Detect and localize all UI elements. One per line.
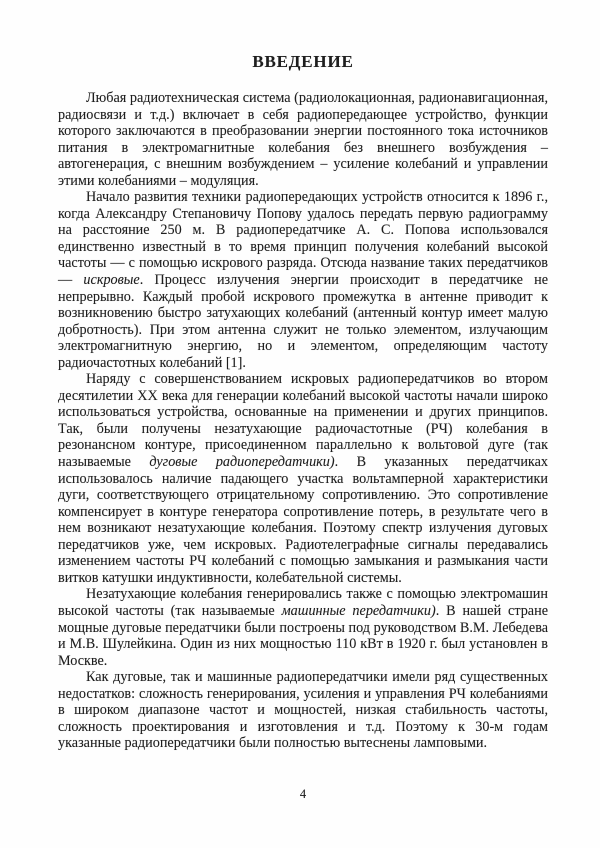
body-text bbox=[58, 90, 548, 752]
italic-term: искровые bbox=[83, 272, 140, 289]
page-title: ВВЕДЕНИЕ bbox=[252, 52, 354, 71]
text-segment: Незатухающие колебания генерировались также с помощью электромашин высокой частоты (так называемые bbox=[58, 586, 548, 619]
text-segment: . В нашей стране мощные дуговые передатчики были построены под руководством В.М. Лебедева и М.В. Шулейкина. Один из них мощностью 110 кВт в 1920 г. был установлен в Москве. bbox=[58, 602, 548, 669]
text-segment: Любая радиотехническая система (радиолокационная, радионавигационная, радиосвязи и т.д.) включает в себя радиопередающее устройство, функции которого заключаются в преобразовании энергии постоянного тока источников питания в электромагнитные колебания без внешнего возбуждения – автогенерация, с внешним возбуждением – усиление колебаний и управлении этими колебаниями – модуляция. bbox=[58, 90, 548, 189]
text-segment: Наряду с совершенствованием искровых радиопередатчиков во втором десятилетии XX века для генерации колебаний высокой частоты начали широко использоваться устройства, основанные на применении и других принципов. Так, были получены незатухающие радиочастотные (РЧ) колебания в резонансном контуре, присоединенном параллельно к вольтовой дуге (так называемые bbox=[58, 371, 548, 471]
paragraph bbox=[58, 189, 548, 371]
italic-term: дуговые радиопередатчики) bbox=[149, 454, 335, 471]
paragraph bbox=[58, 371, 548, 586]
italic-term: машинные передатчики) bbox=[281, 602, 436, 619]
text-segment: Как дуговые, так и машинные радиопередатчики имели ряд существенных недостатков: сложность генерирования, усиления и управления РЧ колебаниями в широком диапазоне частот и мощностей, низкая стабильность частоты, сложность проектирования и изготовления и т.д. Поэтому к 30-м годам указанные радиопередатчики были полностью вытеснены ламповыми. bbox=[58, 669, 548, 752]
paragraph bbox=[58, 586, 548, 669]
paragraph bbox=[58, 669, 548, 752]
text-segment: Начало развития техники радиопередающих устройств относится к 1896 г., когда Александру Степановичу Попову удалось передать первую радиограмму на расстояние 250 м. В радиопередатчике А. С. Попова использовался единственно известный в то время принцип получения колебаний высокой частоты — с помощью искрового разряда. Отсюда название таких передатчиков — bbox=[58, 189, 548, 289]
page-number: 4 bbox=[299, 787, 307, 801]
paragraph bbox=[58, 90, 548, 189]
text-segment: . Процесс излучения энергии происходит в передатчике не непрерывно. Каждый пробой искрового промежутка в антенне приводит к возникновению быстро затухающих колебаний (антенный контур имеет малую добротность). При этом антенна служит не только элементом, излучающим электромагнитную энергию, но и элементом, определяющим частоту радиочастотных колебаний [1]. bbox=[58, 272, 549, 371]
text-segment: . В указанных передатчиках использовалось наличие падающего участка вольтамперной характеристики дуги, соответствующего отрицательному сопротивлению. Это сопротивление компенсирует в контуре генератора сопротивление потерь, в результате чего в нем возникают незатухающие колебания. Поэтому спектр излучения дуговых передатчиков уже, чем искровых. Радиотелеграфные сигналы передавались изменением частоты РЧ колебаний с помощью замыкания и размыкания части витков катушки индуктивности, колебательной системы. bbox=[58, 454, 549, 586]
